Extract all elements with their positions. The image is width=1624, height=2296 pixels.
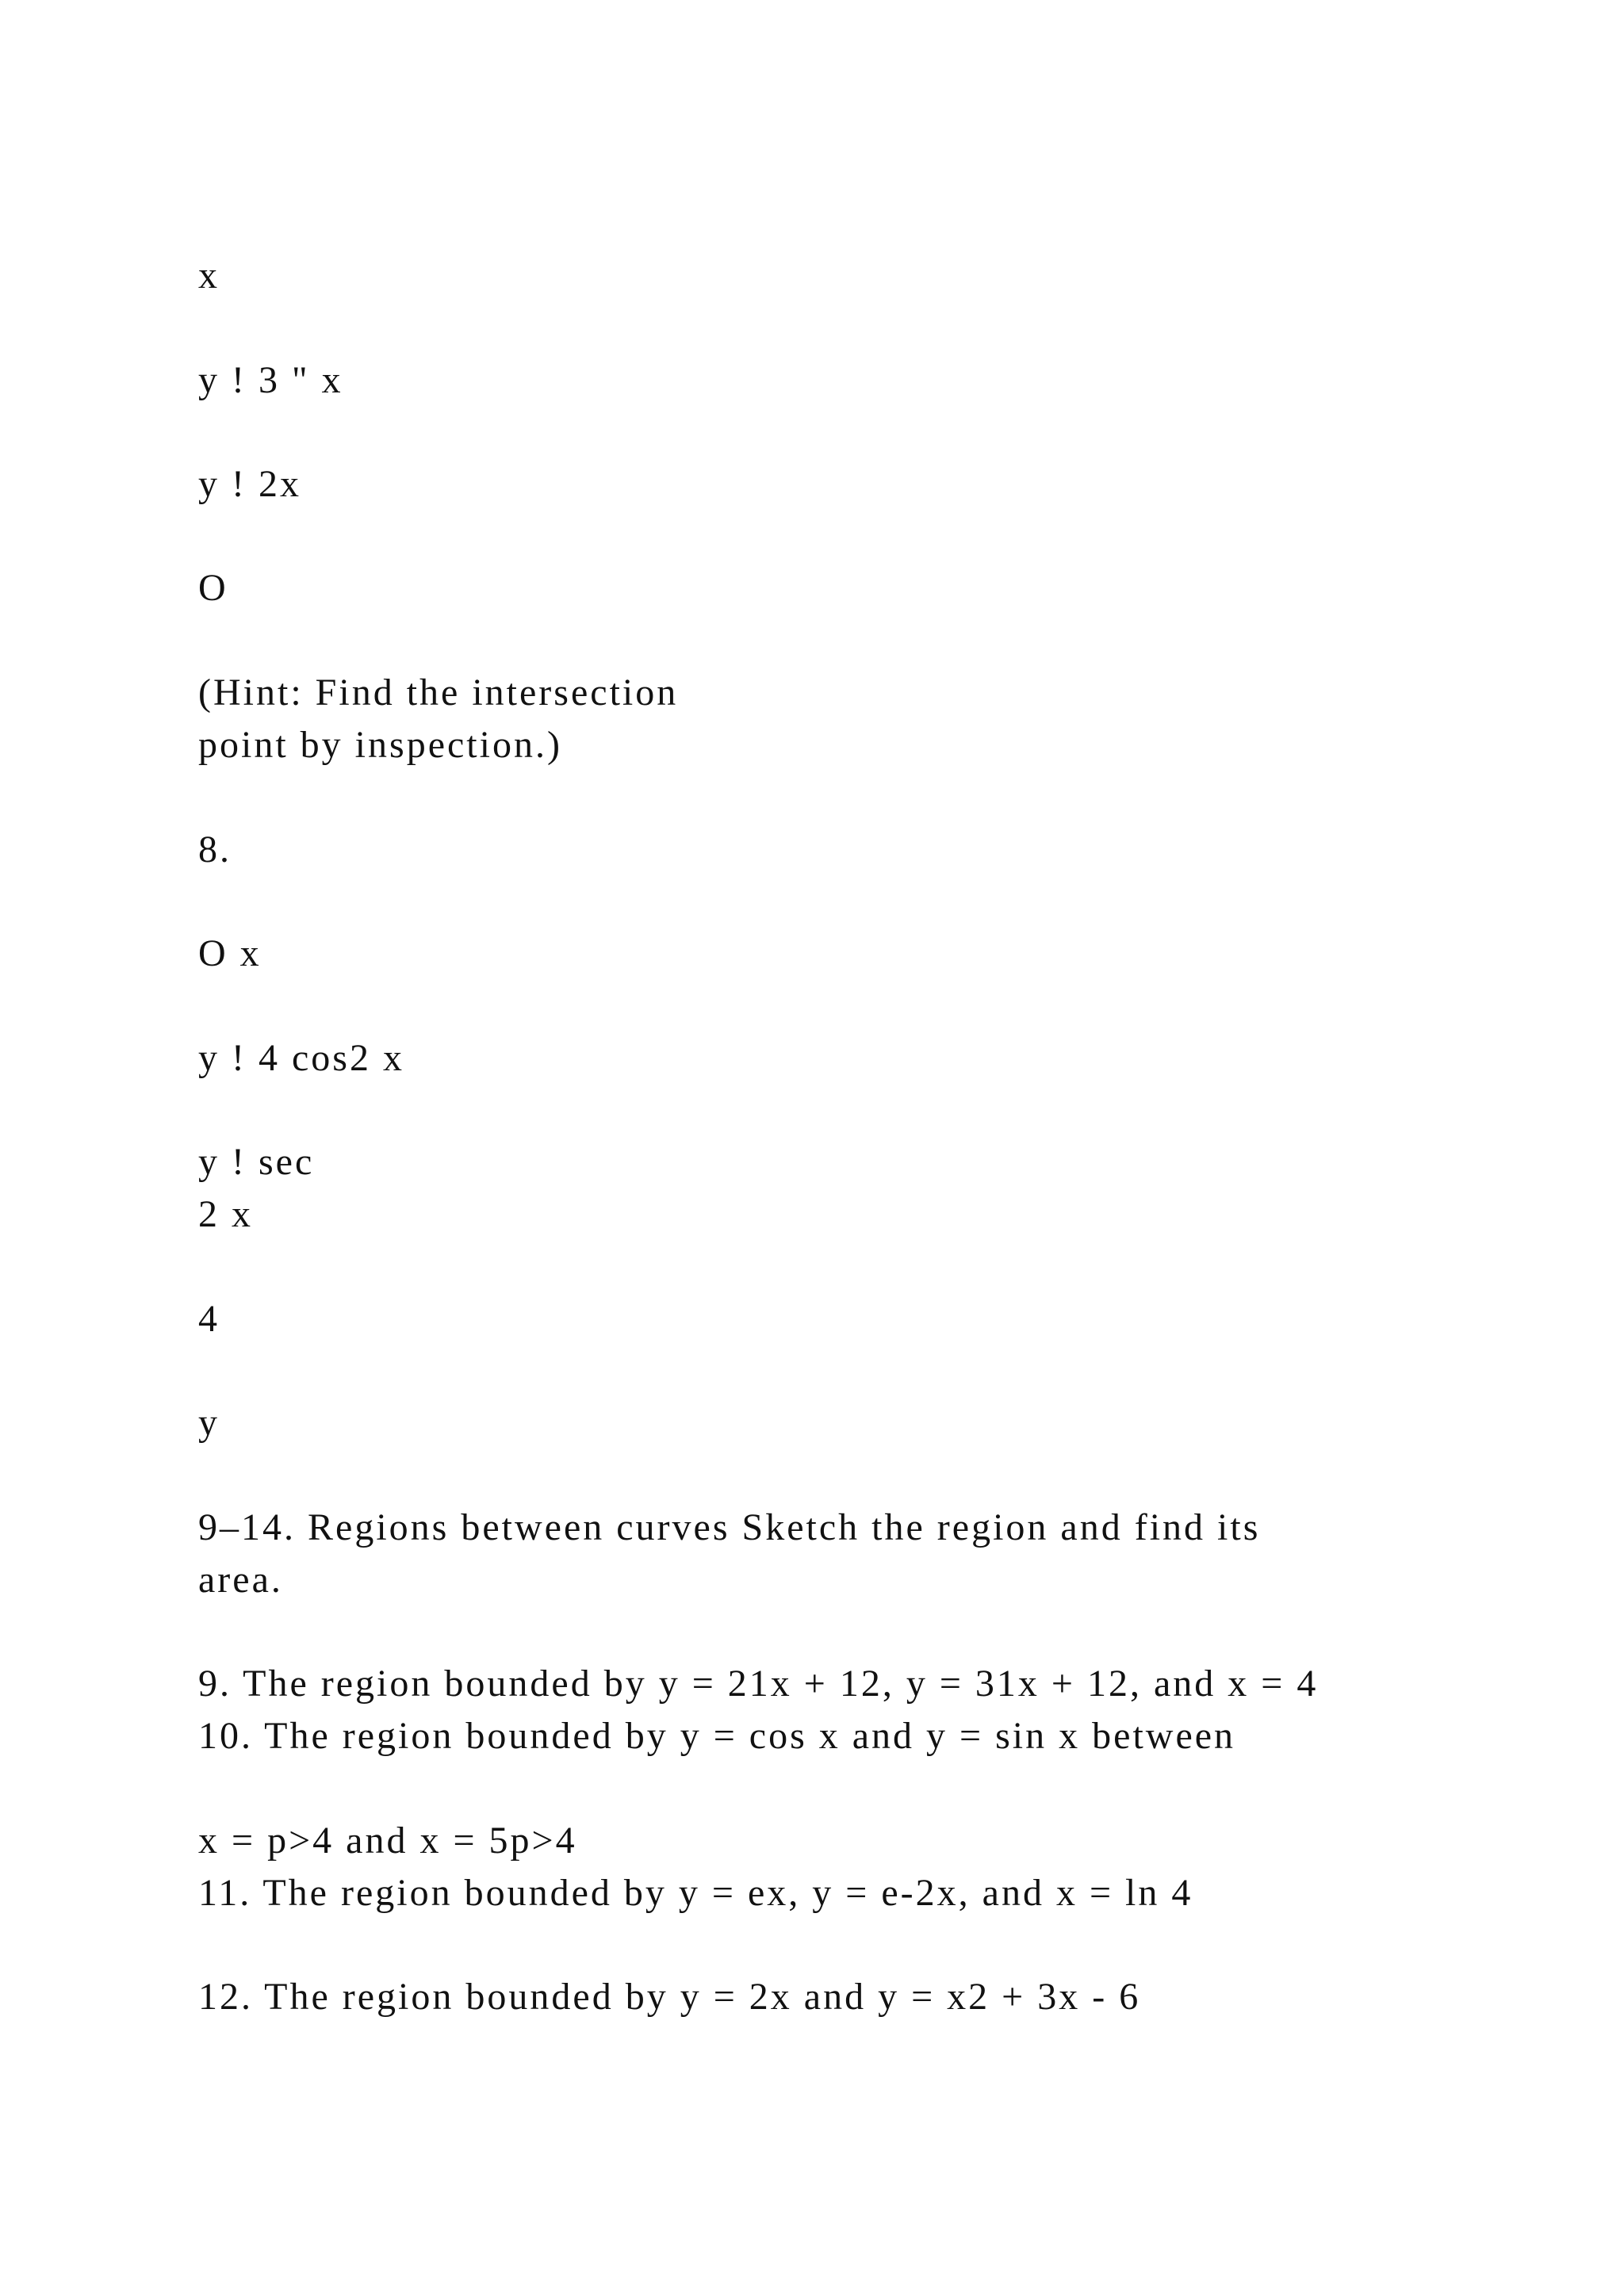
text-line-origin-label: O (198, 567, 228, 609)
text-line-y-label: y (198, 1402, 220, 1444)
problem-10-cont: x = p>4 and x = 5p>4 (198, 1820, 577, 1862)
section-heading-cont: area. (198, 1559, 283, 1601)
text-line-x-label: x (198, 254, 220, 297)
problem-11: 11. The region bounded by y = ex, y = e-2x, and x = ln 4 (198, 1872, 1193, 1914)
text-line-tick-4: 4 (198, 1298, 220, 1340)
problem-10: 10. The region bounded by y = cos x and y = sin x between (198, 1715, 1236, 1757)
section-heading-9-14: 9–14. Regions between curves Sketch the region and find its (198, 1506, 1261, 1548)
text-line-hint-2: point by inspection.) (198, 724, 562, 766)
text-line-curve-cos: y ! 4 cos2 x (198, 1037, 404, 1079)
text-line-curve-sec-cont: 2 x (198, 1193, 253, 1235)
text-line-axis-labels: O x (198, 932, 262, 974)
problem-12: 12. The region bounded by y = 2x and y = x2 + 3x - 6 (198, 1976, 1141, 2018)
text-line-curve-1: y ! 3 " x (198, 359, 343, 401)
text-line-hint-1: (Hint: Find the intersection (198, 672, 679, 714)
text-line-problem-8: 8. (198, 828, 232, 871)
problem-9: 9. The region bounded by y = 21x + 12, y = 31x + 12, and x = 4 (198, 1663, 1319, 1705)
text-line-curve-sec: y ! sec (198, 1141, 315, 1183)
text-line-curve-2: y ! 2x (198, 463, 301, 505)
